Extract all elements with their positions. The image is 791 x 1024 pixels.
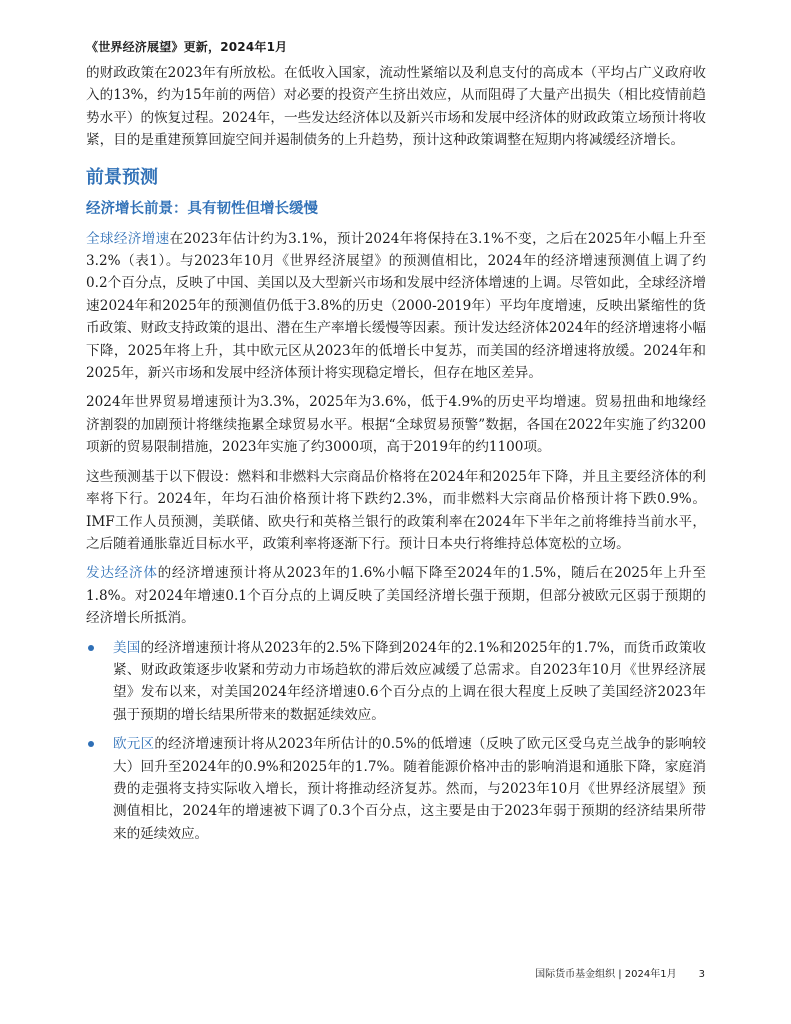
us-lead: 美国 — [113, 639, 141, 656]
advanced-economies-text: 的经济增速预计将从2023年的1.6%小幅下降至2024年的1.5%，随后在2025年上升至1.8%。对2024年增速0.1个百分点的上调反映了美国经济增长强于预期，但部分被欧元区弱于预期的经济增长所抵消。 — [86, 565, 707, 627]
global-growth-paragraph — [86, 228, 706, 385]
advanced-economies-paragraph — [86, 562, 706, 629]
running-header: 《世界经济展望》更新，2024年1月 — [86, 40, 288, 54]
global-growth-text: 在2023年估计约为3.1%，预计2024年将保持在3.1%不变，之后在2025年小幅上升至3.2%（表1）。与2023年10月《世界经济展望》的预测值相比，2024年的经济增速预测值上调了约0.2个百分点，反映了中国、美国以及大型新兴市场和发展中经济体增速的上调。尽管如此，全球经济增速2024年和2025年的预测值仍低于3.8%的历史（2000-2019年）平均年度增速，反映出紧缩性的货币政策、财政支持政策的退出、潜在生产率增长缓慢等因素。预计发达经济体2024年的经济增速将小幅下降，2025年将上升，其中欧元区从2023年的低增长中复苏，而美国的经济增速将放缓。2024年和2025年，新兴市场和发展中经济体预计将实现稳定增长，但存在地区差异。 — [86, 230, 707, 382]
euro-area-paragraph — [113, 733, 706, 845]
euro-area-lead: 欧元区 — [113, 736, 155, 753]
page-number: 3 — [698, 969, 705, 980]
trade-paragraph: 2024年世界贸易增速预计为3.3%，2025年为3.6%，低于4.9%的历史平均增速。贸易扭曲和地缘经济割裂的加剧预计将继续拖累全球贸易水平。根据“全球贸易预警”数据，各国在2022年实施了约3200项新的贸易限制措施，2023年实施了约3000项，高于2019年的约1100项。 — [86, 394, 706, 456]
subsection-title: 经济增长前景：具有韧性但增长缓慢 — [86, 200, 318, 217]
assumptions-paragraph: 这些预测基于以下假设：燃料和非燃料大宗商品价格将在2024年和2025年下降，并且主要经济体的利率将下行。2024年，年均石油价格预计将下跌约2.3%，而非燃料大宗商品价格预计将下跌0.9%。IMF工作人员预测，美联储、欧央行和英格兰银行的政策利率在2024年下半年之前将维持当前水平，之后随着通胀靠近目标水平，政策利率将逐渐下行。预计日本央行将维持总体宽松的立场。 — [86, 468, 706, 552]
euro-area-text: 的经济增速预计将从2023年所估计的0.5%的低增速（反映了欧元区受乌克兰战争的影响较大）回升至2024年的0.9%和2025年的1.7%。随着能源价格冲击的影响消退和通胀下降，家庭消费的走强将支持实际收入增长，预计将推动经济复苏。然而，与2023年10月《世界经济展望》预测值相比，2024年的增速被下调了0.3个百分点，这主要是由于2023年弱于预期的经济结果所带来的延续效应。 — [113, 736, 706, 842]
list-item — [86, 637, 706, 727]
bullet-icon — [88, 645, 94, 651]
footer-publisher-date: 国际货币基金组织 | 2024年1月 — [535, 969, 677, 980]
us-paragraph — [113, 637, 706, 727]
main-content — [86, 62, 706, 852]
list-item — [86, 733, 706, 845]
advanced-economies-lead: 发达经济体 — [86, 565, 158, 582]
bullet-icon — [88, 741, 94, 747]
section-title: 前景预测 — [86, 166, 158, 188]
page-footer — [535, 965, 705, 980]
bullet-list — [86, 637, 706, 846]
us-text: 的经济增速预计将从2023年的2.5%下降到2024年的2.1%和2025年的1.7%，而货币政策收紧、财政政策逐步收紧和劳动力市场趋软的滞后效应减缓了总需求。自2023年10月《世界经济展望》发布以来，对美国2024年经济增速0.6个百分点的上调在很大程度上反映了美国经济2023年强于预期的增长结果所带来的数据延续效应。 — [113, 639, 707, 723]
global-growth-lead: 全球经济增速 — [86, 230, 170, 247]
intro-paragraph: 的财政政策在2023年有所放松。在低收入国家，流动性紧缩以及利息支付的高成本（平均占广义政府收入的13%，约为15年前的两倍）对必要的投资产生挤出效应，从而阻碍了大量产出损失（相比疫情前趋势水平）的恢复过程。2024年，一些发达经济体以及新兴市场和发展中经济体的财政政策立场预计将收紧，目的是重建预算回旋空间并遏制债务的上升趋势，预计这种政策调整在短期内将减缓经济增长。 — [86, 65, 706, 149]
